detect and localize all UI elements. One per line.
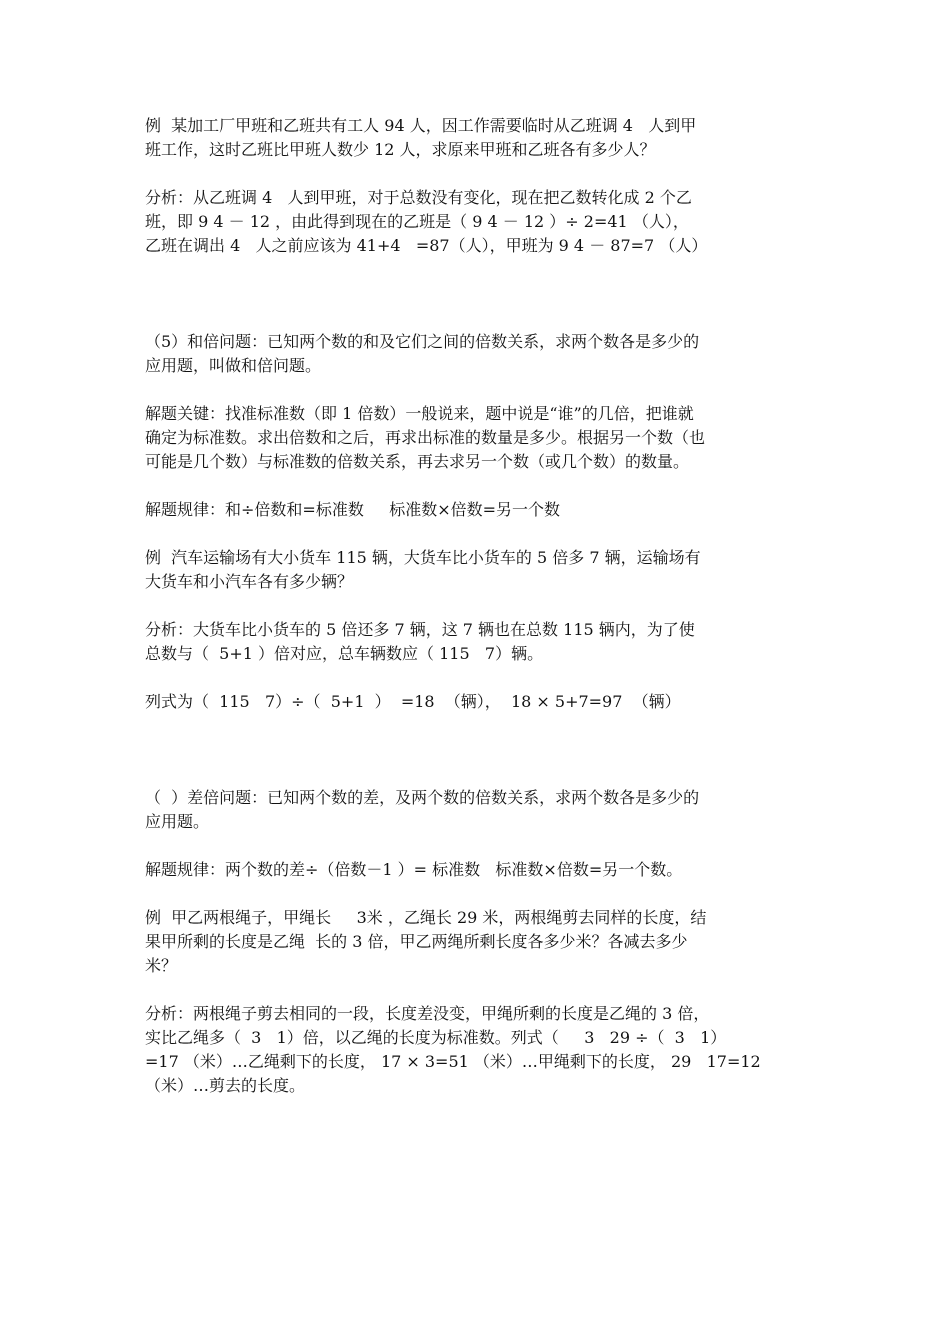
example-2-formula-line: 列式为（ 115 7）÷（ 5+1 ） =18 （辆）， 18 × 5+7=97 （辆）: [145, 692, 681, 711]
example-3-question-line-1: 例 甲乙两根绳子，甲绳长 3米 ，乙绳长 29 米，两根绳剪去同样的长度，结: [145, 908, 707, 927]
example-1-question-line-2: 班工作，这时乙班比甲班人数少 12 人，求原来甲班和乙班各有多少人？: [145, 140, 656, 159]
key-point-line-3: 可能是几个数）与标准数的倍数关系，再去求另一个数（或几个数）的数量。: [145, 452, 690, 471]
example-1-analysis-line-3: 乙班在调出 4 人之前应该为 41+4 =87（人），甲班为 9 4 － 87=7 （人）: [145, 236, 708, 255]
key-point-line-1: 解题关键：找准标准数（即 1 倍数）一般说来，题中说是“谁”的几倍，把谁就: [145, 404, 694, 423]
example-3-analysis-line-3: =17 （米）…乙绳剩下的长度， 17 × 3=51 （米）…甲绳剩下的长度， 29 17=12: [145, 1052, 761, 1071]
example-1-analysis-line-1: 分析：从乙班调 4 人到甲班，对于总数没有变化，现在把乙数转化成 2 个乙: [145, 188, 692, 207]
example-3-analysis-line-1: 分析：两根绳子剪去相同的一段，长度差没变，甲绳所剩的长度是乙绳的 3 倍，: [145, 1004, 710, 1023]
example-3-analysis-line-2: 实比乙绳多（ 3 1）倍，以乙绳的长度为标准数。列式（ 3 29 ÷（ 3 1）: [145, 1028, 727, 1047]
rule-line-2: 解题规律：两个数的差÷（倍数－1 ）= 标准数 标准数×倍数=另一个数。: [145, 860, 683, 879]
example-3-question-line-2: 果甲所剩的长度是乙绳 长的 3 倍，甲乙两绳所剩长度各多少米？各减去多少: [145, 932, 688, 951]
rule-line: 解题规律：和÷倍数和=标准数 标准数×倍数=另一个数: [145, 500, 561, 519]
example-2-analysis-line-1: 分析：大货车比小货车的 5 倍还多 7 辆，这 7 辆也在总数 115 辆内，为了使: [145, 620, 695, 639]
example-1-question-line-1: 例 某加工厂甲班和乙班共有工人 94 人，因工作需要临时从乙班调 4 人到甲: [145, 116, 697, 135]
example-2-analysis-line-2: 总数与（ 5+1 ）倍对应，总车辆数应（ 115 7）辆。: [145, 644, 544, 663]
section-difference-heading-line-1: （ ）差倍问题：已知两个数的差，及两个数的倍数关系，求两个数各是多少的: [145, 788, 700, 807]
example-1-analysis-line-2: 班，即 9 4 － 12 ，由此得到现在的乙班是（ 9 4 － 12 ）÷ 2=41 （人），: [145, 212, 689, 231]
section-5-heading-line-2: 应用题，叫做和倍问题。: [145, 356, 322, 375]
example-2-question-line-2: 大货车和小汽车各有多少辆？: [145, 572, 354, 591]
key-point-line-2: 确定为标准数。求出倍数和之后，再求出标准的数量是多少。根据另一个数（也: [145, 428, 706, 447]
example-3-analysis-line-4: （米）…剪去的长度。: [145, 1076, 306, 1095]
example-3-question-line-3: 米？: [145, 956, 178, 975]
example-2-question-line-1: 例 汽车运输场有大小货车 115 辆，大货车比小货车的 5 倍多 7 辆，运输场有: [145, 548, 701, 567]
section-5-heading-line-1: （5）和倍问题：已知两个数的和及它们之间的倍数关系，求两个数各是多少的: [145, 332, 700, 351]
section-difference-heading-line-2: 应用题。: [145, 812, 210, 831]
